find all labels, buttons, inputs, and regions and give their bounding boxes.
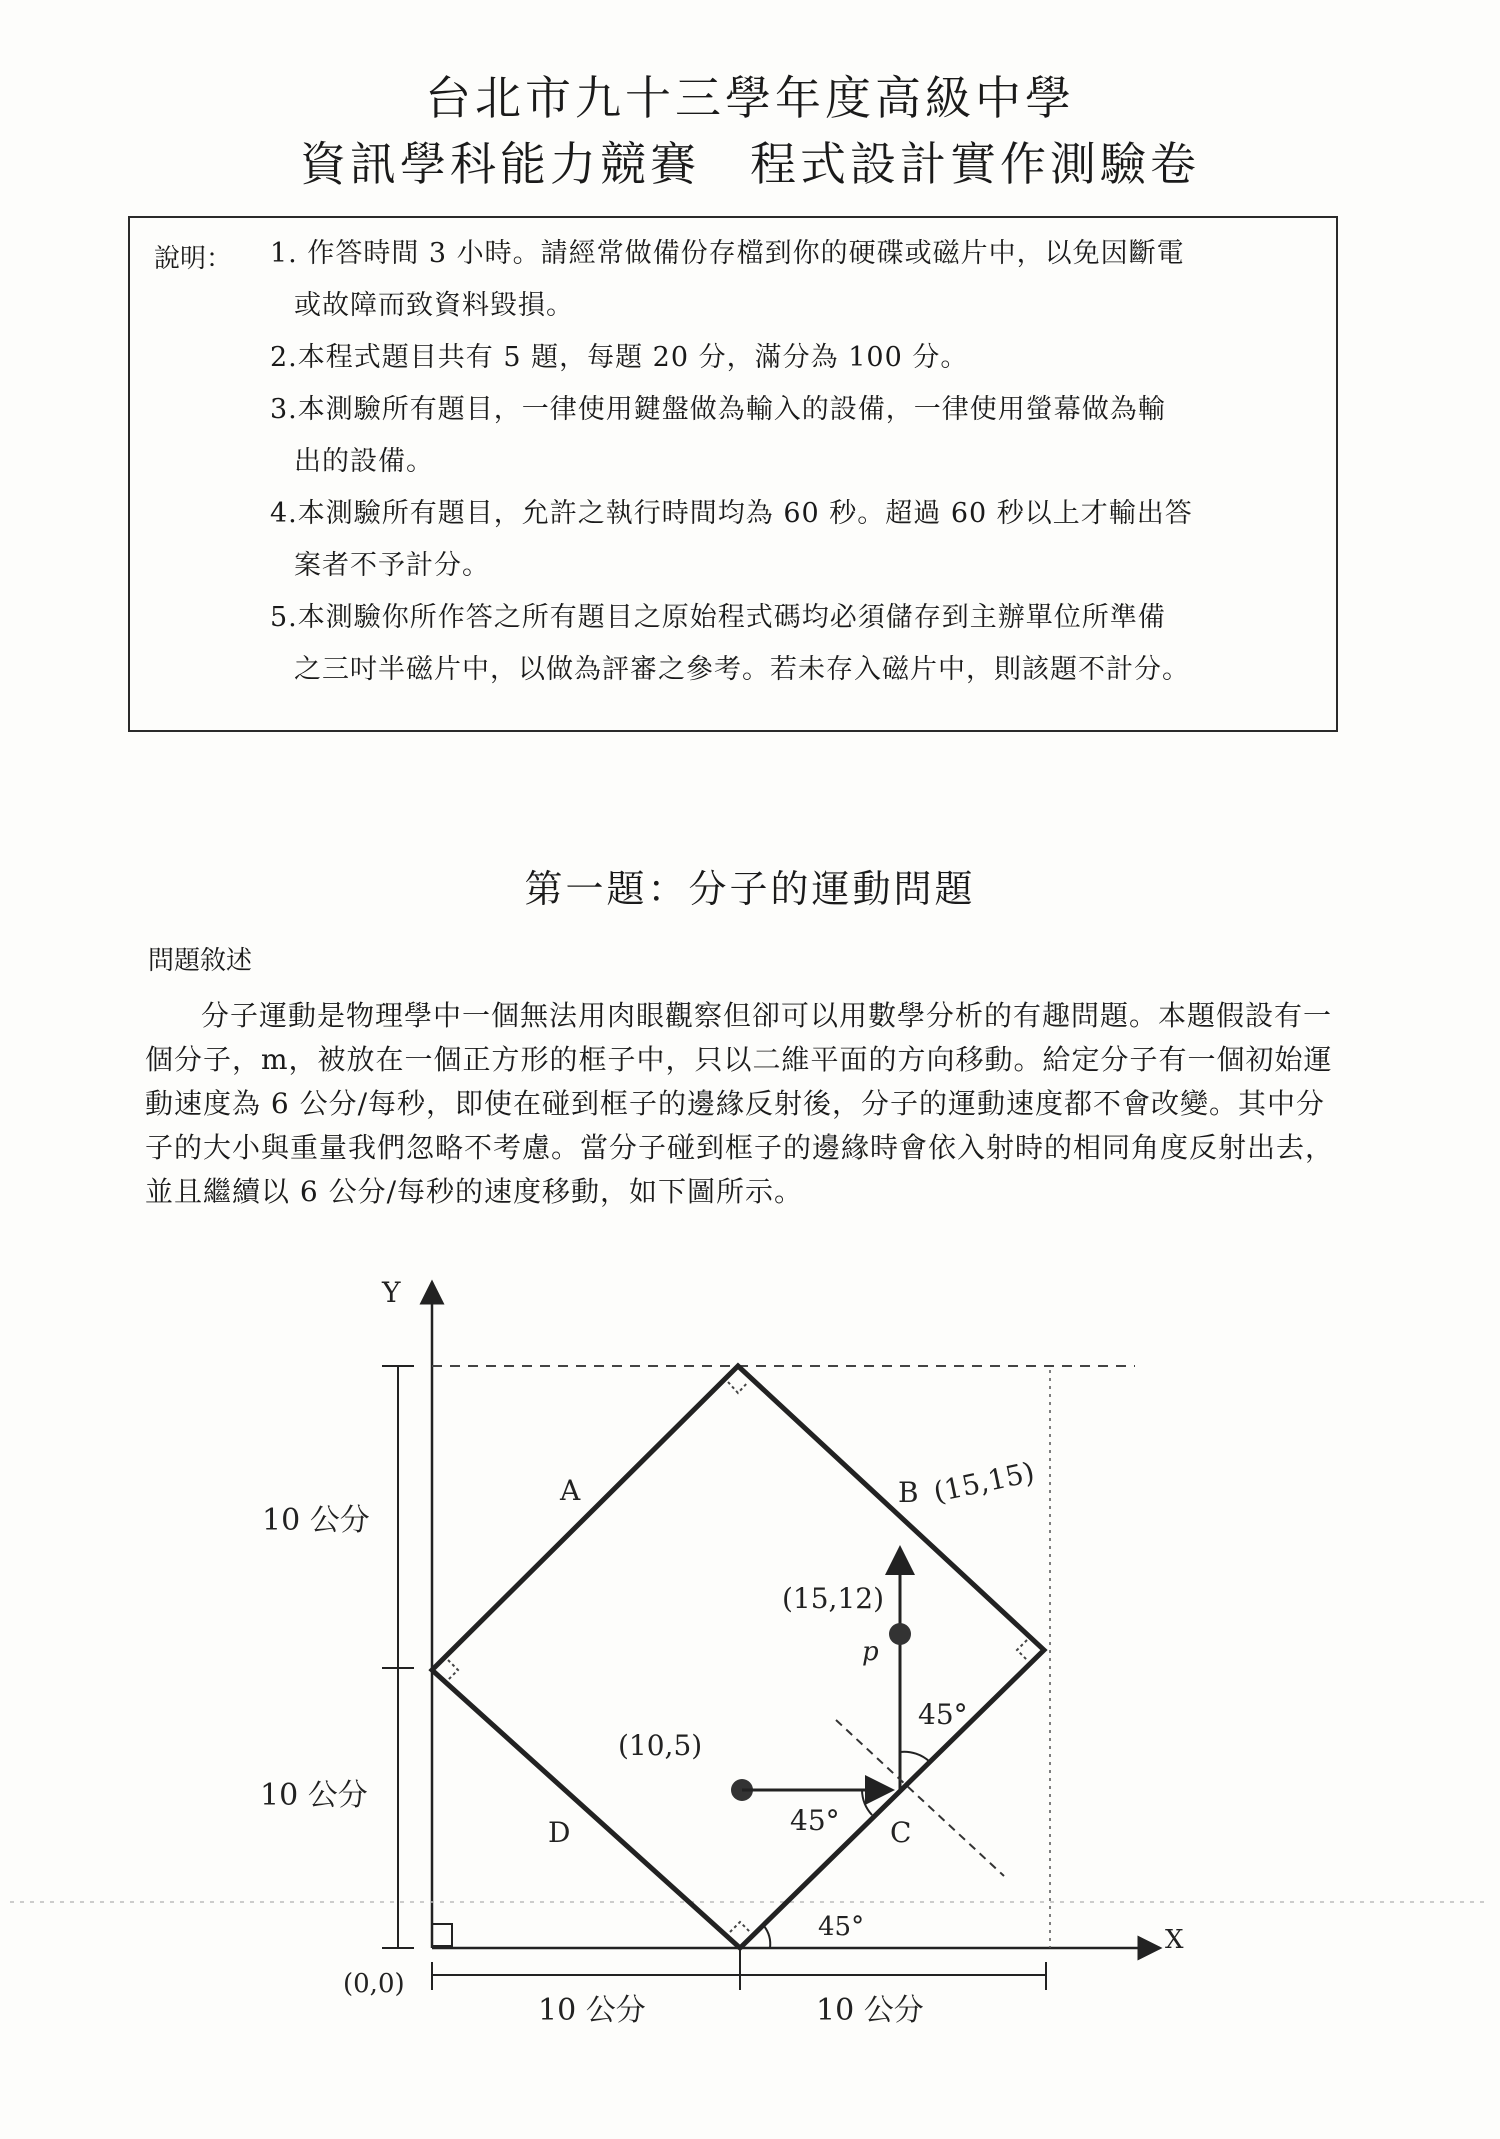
dim-bottom-right-label: 10 公分 [816,1993,924,2028]
point-p-label: p [862,1637,879,1667]
corner-label-b: B [898,1476,919,1509]
origin-label: (0,0) [343,1969,405,1999]
angle-arc-lower [862,1790,872,1815]
exam-title-line2: 資訊學科能力競賽 程式設計實作測驗卷 [300,137,1200,191]
corner-label-c: C [890,1816,912,1849]
section-heading: 問題敘述 [148,946,253,976]
instruction-4-line1: 4.本測驗所有題目，允許之執行時間均為 60 秒。超過 60 秒以上才輸出答 [270,498,1193,529]
corner-mark-right [1017,1640,1027,1660]
corner-mark-bottom [730,1922,750,1932]
instruction-3-line1: 3.本測驗所有題目，一律使用鍵盤做為輸入的設備，一律使用螢幕做為輸 [270,394,1166,425]
dim-bottom-left-label: 10 公分 [538,1993,646,2028]
dim-left-lower-label: 10 公分 [260,1778,368,1813]
angle-arc-upper [900,1752,930,1762]
instruction-5-line1: 5.本測驗你所作答之所有題目之原始程式碼均必須儲存到主辦單位所準備 [270,602,1166,633]
start-point-label: (10,5) [618,1729,703,1762]
question-title: 第一題：分子的運動問題 [524,867,976,911]
corner-mark-left [448,1660,458,1680]
corner-label-a: A [560,1474,581,1507]
problem-description: 分子運動是物理學中一個無法用肉眼觀察但卻可以用數學分析的有趣問題。本題假設有一個分子，m，被放在一個正方形的框子中，只以二維平面的方向移動。給定分子有一個初始運動速度為 6 公分/每秒，即使在碰到框子的邊緣反射後，分子的運動速度都不會改變。其中分子的大小與重量我們忽略不考慮。當分子碰到框子的邊緣時會依入射時的相同角度反射出去，並且繼續以 6 公分/每秒的速度移動，如下圖所示。 [145,999,1335,1208]
instructions-label: 說明： [154,244,233,274]
dim-left-upper-label: 10 公分 [262,1503,370,1538]
instruction-1-line2: 或故障而致資料毀損。 [294,290,574,321]
molecule-point-p [889,1623,911,1645]
angle-label-bottom: 45° [818,1912,865,1942]
instruction-4-line2: 案者不予計分。 [294,550,490,581]
instruction-5-line2: 之三吋半磁片中，以做為評審之參考。若未存入磁片中，則該題不計分。 [294,654,1190,685]
after-point-label: (15,12) [782,1582,885,1615]
angle-label-lower: 45° [790,1804,840,1837]
exam-title-line1: 台北市九十三學年度高級中學 [425,71,1075,125]
angle-label-upper: 45° [918,1698,968,1731]
corner-label-b-coord: (15,15) [930,1455,1038,1509]
origin-right-angle [432,1924,452,1946]
corner-mark-top [728,1382,748,1393]
instruction-1-line1: 1. 作答時間 3 小時。請經常做備份存檔到你的硬碟或磁片中，以免因斷電 [270,238,1185,269]
corner-label-d: D [548,1816,571,1849]
square-frame [432,1366,1044,1948]
reflection-normal [836,1720,1004,1876]
x-axis-label: X [1165,1925,1184,1955]
instruction-3-line2: 出的設備。 [294,446,434,477]
instruction-2-line1: 2.本程式題目共有 5 題，每題 20 分，滿分為 100 分。 [270,342,969,373]
angle-arc-bottom [764,1926,770,1948]
y-axis-label: Y [382,1276,401,1309]
